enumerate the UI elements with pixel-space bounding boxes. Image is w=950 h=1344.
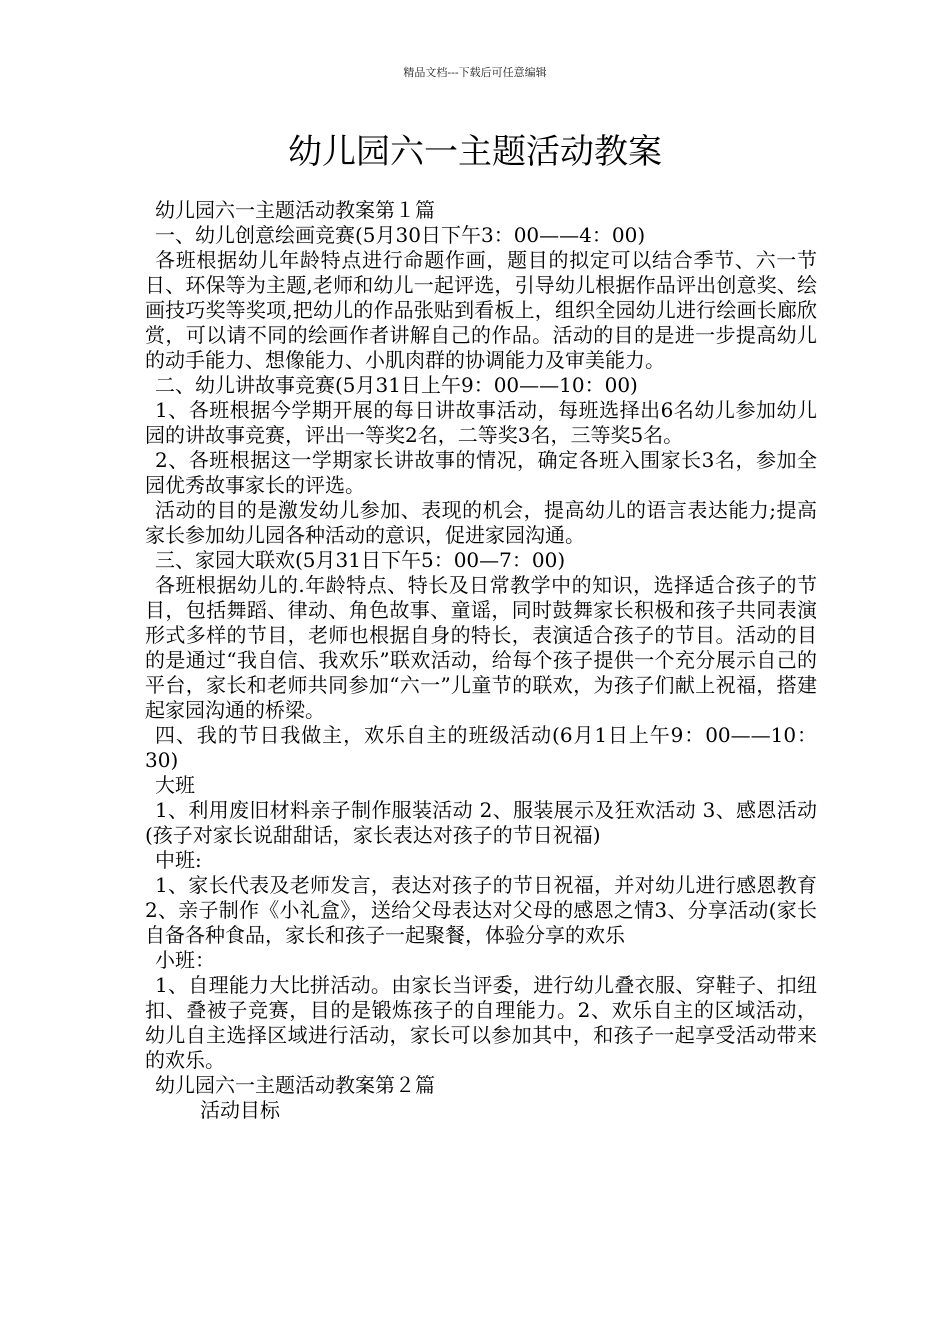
- paragraph-heading-4: 四、我的节日我做主，欢乐自主的班级活动(6月1日上午9：00——10：30): [145, 723, 817, 772]
- paragraph-subheading: 小班：: [155, 948, 215, 972]
- paragraph-subheading: 中班:: [155, 848, 202, 872]
- paragraph-body: 各班根据幼儿年龄特点进行命题作画，题目的拟定可以结合季节、六一节日、环保等为主题,老师和幼儿一起评选，引导幼儿根据作品评出创意奖、绘画技巧奖等奖项,把幼儿的作品张贴到看板上，组织全园幼儿进行绘画长廊欣赏，可以请不同的绘画作者讲解自己的作品。活动的目的是进一步提高幼儿的动手能力、想像能力、小肌肉群的协调能力及审美能力。: [145, 248, 817, 372]
- paragraph-body: 1、自理能力大比拼活动。由家长当评委，进行幼儿叠衣服、穿鞋子、扣纽扣、叠被子竞赛，目的是锻炼孩子的自理能力。2、欢乐自主的区域活动，幼儿自主选择区域进行活动，家长可以参加其中，和孩子一起享受活动带来的欢乐。: [145, 973, 817, 1072]
- paragraph-body: 各班根据幼儿的.年龄特点、特长及日常教学中的知识，选择适合孩子的节目，包括舞蹈、律动、角色故事、童谣，同时鼓舞家长积极和孩子共同表演形式多样的节目，老师也根据自身的特长，表演适合孩子的节目。活动的目的是通过“我自信、我欢乐”联欢活动，给每个孩子提供一个充分展示自己的平台，家长和老师共同参加“六一”儿童节的联欢，为孩子们献上祝福，搭建起家园沟通的桥梁。: [145, 573, 817, 722]
- paragraph-body: 1、利用废旧材料亲子制作服装活动 2、服装展示及狂欢活动 3、感恩活动(孩子对家长说甜甜话，家长表达对孩子的节日祝福): [145, 798, 817, 847]
- paragraph-body: 1、各班根据今学期开展的每日讲故事活动，每班选择出6名幼儿参加幼儿园的讲故事竞赛，评出一等奖2名，二等奖3名，三等奖5名。: [145, 398, 817, 447]
- paragraph-body: 1、家长代表及老师发言，表达对孩子的节日祝福，并对幼儿进行感恩教育2、亲子制作《小礼盒》，送给父母表达对父母的感恩之情3、分享活动(家长自备各种食品，家长和孩子一起聚餐，体验分享的欢乐: [145, 873, 817, 947]
- paragraph-heading-3: 三、家园大联欢(5月31日下午5：00—7：00): [155, 548, 566, 572]
- page-header: 精品文档---下载后可任意编辑: [403, 66, 547, 79]
- document-title: 幼儿园六一主题活动教案: [288, 132, 662, 172]
- paragraph-subheading: 大班: [155, 773, 195, 797]
- paragraph-section-heading: 幼儿园六一主题活动教案第１篇: [155, 198, 435, 222]
- paragraph-body: 2、各班根据这一学期家长讲故事的情况，确定各班入围家长3名，参加全园优秀故事家长的评选。: [145, 448, 817, 497]
- paragraph-section-heading: 幼儿园六一主题活动教案第２篇: [155, 1073, 435, 1097]
- paragraph-subheading: 活动目标: [200, 1098, 280, 1122]
- paragraph-heading-1: 一、幼儿创意绘画竞赛(5月30日下午3：00——4：00): [155, 223, 646, 247]
- document-body: [145, 198, 817, 1123]
- paragraph-body: 活动的目的是激发幼儿参加、表现的机会，提高幼儿的语言表达能力;提高家长参加幼儿园各种活动的意识，促进家园沟通。: [145, 498, 817, 547]
- paragraph-heading-2: 二、幼儿讲故事竞赛(5月31日上午9：00——10：00): [155, 373, 638, 397]
